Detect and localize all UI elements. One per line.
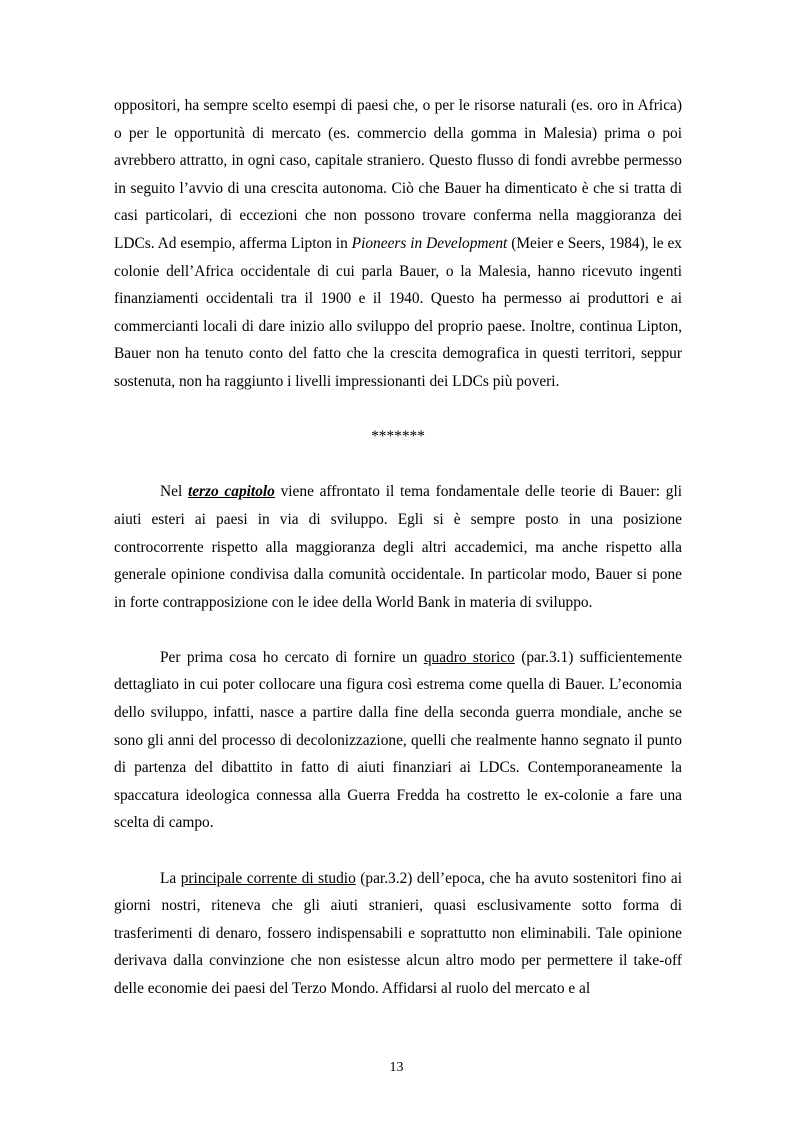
spacer bbox=[114, 616, 682, 644]
spacer bbox=[114, 837, 682, 865]
p1-text-1: oppositori, ha sempre scelto esempi di paesi che, o per le risorse naturali (es. oro in Africa) o per le opportunità di mercato (es. commercio della gomma in Malesia) prima o poi avrebbero attratto, in ogni caso, capitale straniero. Questo flusso di fondi avrebbe permesso in seguito l’avvio di una crescita autonoma. Ciò che Bauer ha dimenticato è che si tratta di casi particolari, di eccezioni che non possono trovare conferma nella maggioranza dei LDCs. Ad esempio, afferma Lipton in bbox=[114, 97, 682, 252]
paragraph-terzo-capitolo bbox=[114, 478, 682, 616]
corrente-studio-term: principale corrente di studio bbox=[180, 869, 356, 887]
paragraph-corrente-studio bbox=[114, 865, 682, 1003]
p4-text-2: (par.3.2) dell’epoca, che ha avuto sostenitori fino ai giorni nostri, riteneva che gli aiuti stranieri, quasi esclusivamente sotto forma di trasferimenti di denaro, fossero indispensabili e soprattutto non eliminabili. Tale opinione derivava dalla convinzione che non esistesse alcun altro modo per permettere il take-off delle economie dei paesi del Terzo Mondo. Affidarsi al ruolo del mercato e al bbox=[114, 869, 682, 997]
p3-text-2: (par.3.1) sufficientemente dettagliato in cui poter collocare una figura così estrema come quella di Bauer. L’economia dello sviluppo, infatti, nasce a partire dalla fine della seconda guerra mondiale, anche se sono gli anni del processo di decolonizzazione, quelli che realmente hanno segnato il punto di partenza del dibattito in fatto di aiuti finanziari ai LDCs. Contemporaneamente la spaccatura ideologica connessa alla Guerra Fredda ha costretto le ex-colonie a fare una scelta di campo. bbox=[114, 648, 682, 832]
p2-text-2: viene affrontato il tema fondamentale delle teorie di Bauer: gli aiuti esteri ai paesi in via di sviluppo. Egli si è sempre posto in una posizione controcorrente rispetto alla maggioranza degli altri accademici, ma anche rispetto alla generale opinione condivisa dalla comunità occidentale. In particolar modo, Bauer si pone in forte contrapposizione con le idee della World Bank in materia di sviluppo. bbox=[114, 483, 683, 611]
p1-text-2: (Meier e Seers, 1984), le ex colonie dell’Africa occidentale di cui parla Bauer, o la Malesia, hanno ricevuto ingenti finanziamenti occidentali tra il 1900 e il 1940. Questo ha permesso ai produttori e ai commercianti locali di dare inizio allo sviluppo del proprio paese. Inoltre, continua Lipton, Bauer non ha tenuto conto del fatto che la crescita demografica in questi territori, seppur sostenuta, non ha raggiunto i livelli impressionanti dei LDCs più poveri. bbox=[114, 234, 682, 390]
p2-text-1: Nel bbox=[160, 483, 188, 501]
paragraph-lipton-critique bbox=[114, 92, 682, 396]
paragraph-quadro-storico bbox=[114, 644, 682, 837]
spacer bbox=[114, 396, 682, 424]
chapter-reference: terzo capitolo bbox=[187, 483, 275, 501]
section-separator: ******* bbox=[371, 428, 425, 446]
p4-text-1: La bbox=[160, 869, 181, 887]
book-title-pioneers: Pioneers in Development bbox=[351, 234, 508, 252]
page-number: 13 bbox=[389, 1060, 404, 1075]
quadro-storico-term: quadro storico bbox=[423, 648, 515, 666]
spacer bbox=[114, 451, 682, 479]
p3-text-1: Per prima cosa ho cercato di fornire un bbox=[160, 648, 424, 666]
document-page bbox=[114, 92, 682, 1003]
